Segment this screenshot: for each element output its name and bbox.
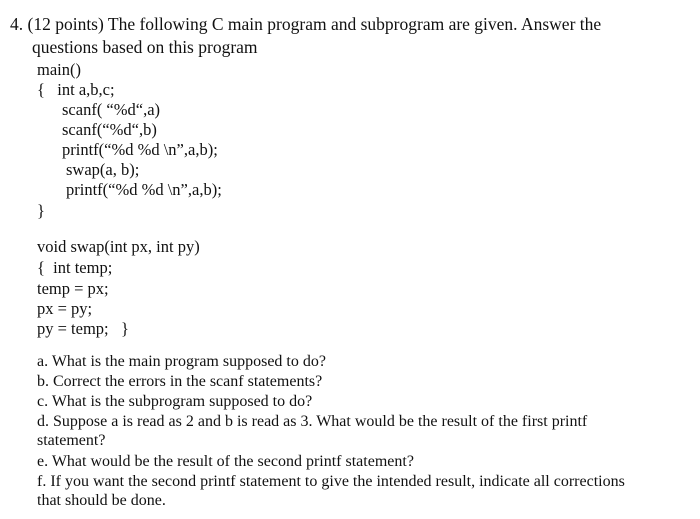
sub-question-b: b. Correct the errors in the scanf statements? (37, 373, 323, 390)
sub-question-d-line-1: d. Suppose a is read as 2 and b is read as 3. What would be the result of the first printf (37, 413, 588, 430)
sub-question-a: a. What is the main program supposed to do? (37, 353, 326, 370)
code-line: printf(“%d %d \n”,a,b); (66, 180, 222, 199)
question-header-line-2: questions based on this program (32, 37, 258, 57)
code-line: void swap(int px, int py) (37, 237, 200, 256)
code-line: main() (37, 60, 81, 79)
sub-question-f-line-2: that should be done. (37, 492, 166, 509)
code-line: { int a,b,c; (37, 80, 115, 99)
code-line: scanf( “%d“,a) (62, 100, 161, 119)
code-line: temp = px; (37, 279, 109, 298)
code-line: swap(a, b); (66, 160, 140, 179)
code-line: } (37, 201, 45, 220)
code-line: { int temp; (37, 258, 113, 277)
question-header-line-1: 4. (12 points) The following C main program and subprogram are given. Answer the (10, 14, 602, 34)
code-line: px = py; (37, 299, 93, 318)
sub-question-e: e. What would be the result of the second printf statement? (37, 453, 414, 470)
sub-question-d-line-2: statement? (37, 432, 106, 449)
code-line: py = temp; } (37, 319, 129, 338)
sub-question-c: c. What is the subprogram supposed to do? (37, 393, 313, 410)
code-line: scanf(“%d“,b) (62, 120, 157, 139)
sub-question-f-line-1: f. If you want the second printf statement to give the intended result, indicate all corrections (37, 473, 625, 490)
code-line: printf(“%d %d \n”,a,b); (62, 140, 218, 159)
